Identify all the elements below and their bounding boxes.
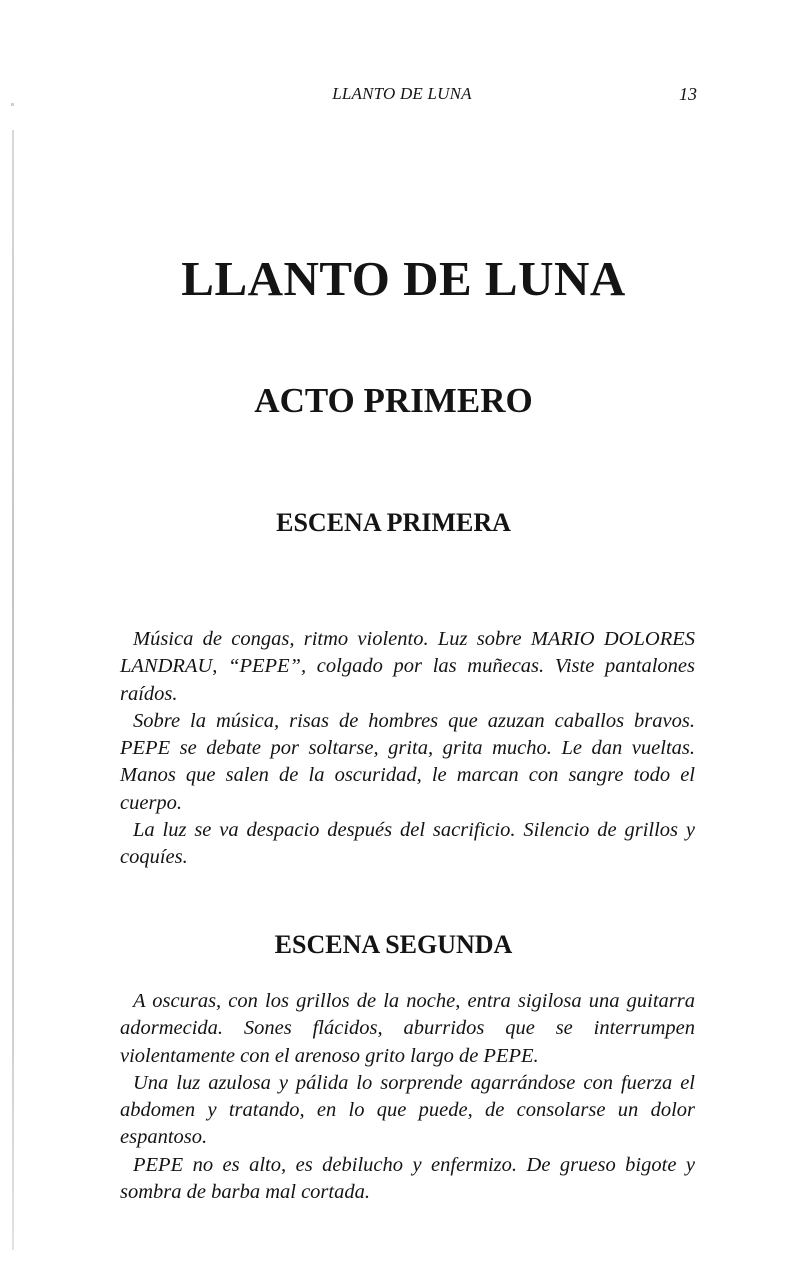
- running-head: [132, 84, 697, 110]
- stage-direction-paragraph: A oscuras, con los grillos de la noche, entra sigilosa una guitarra adormecida. Sones flácidos, aburridos que se interrumpen violentamente con el arenoso grito largo de PEPE.: [120, 990, 695, 1067]
- running-title: LLANTO DE LUNA: [332, 84, 472, 103]
- act-heading: ACTO PRIMERO: [254, 381, 533, 420]
- stage-directions: [120, 988, 695, 1206]
- page-number: 13: [679, 84, 697, 104]
- stage-direction-paragraph: Una luz azulosa y pálida lo sorprende agarrándose con fuerza el abdomen y tratando, en lo que puede, de consolarse un dolor espantoso.: [120, 1071, 695, 1149]
- stage-direction-paragraph: La luz se va despacio después del sacrificio. Silencio de grillos y coquíes.: [120, 819, 695, 869]
- stage-direction-paragraph: Música de congas, ritmo violento. Luz sobre MARIO DOLORES LANDRAU, “PEPE”, colgado por las muñecas. Viste pantalones raídos.: [120, 628, 695, 705]
- stage-direction-paragraph: Sobre la música, risas de hombres que azuzan caballos bravos. PEPE se debate por soltarse, grita, grita mucho. Le dan vueltas. Manos que salen de la oscuridad, le marcan con sangre todo el cuerpo.: [120, 709, 695, 814]
- play-title: LLANTO DE LUNA: [181, 251, 626, 306]
- spine-mark: [11, 103, 14, 106]
- scene-heading: ESCENA PRIMERA: [276, 508, 511, 537]
- stage-directions: [120, 626, 695, 872]
- stage-direction-paragraph: PEPE no es alto, es debilucho y enfermizo. De grueso bigote y sombra de barba mal cortada.: [120, 1153, 695, 1204]
- scene-heading: ESCENA SEGUNDA: [274, 930, 513, 959]
